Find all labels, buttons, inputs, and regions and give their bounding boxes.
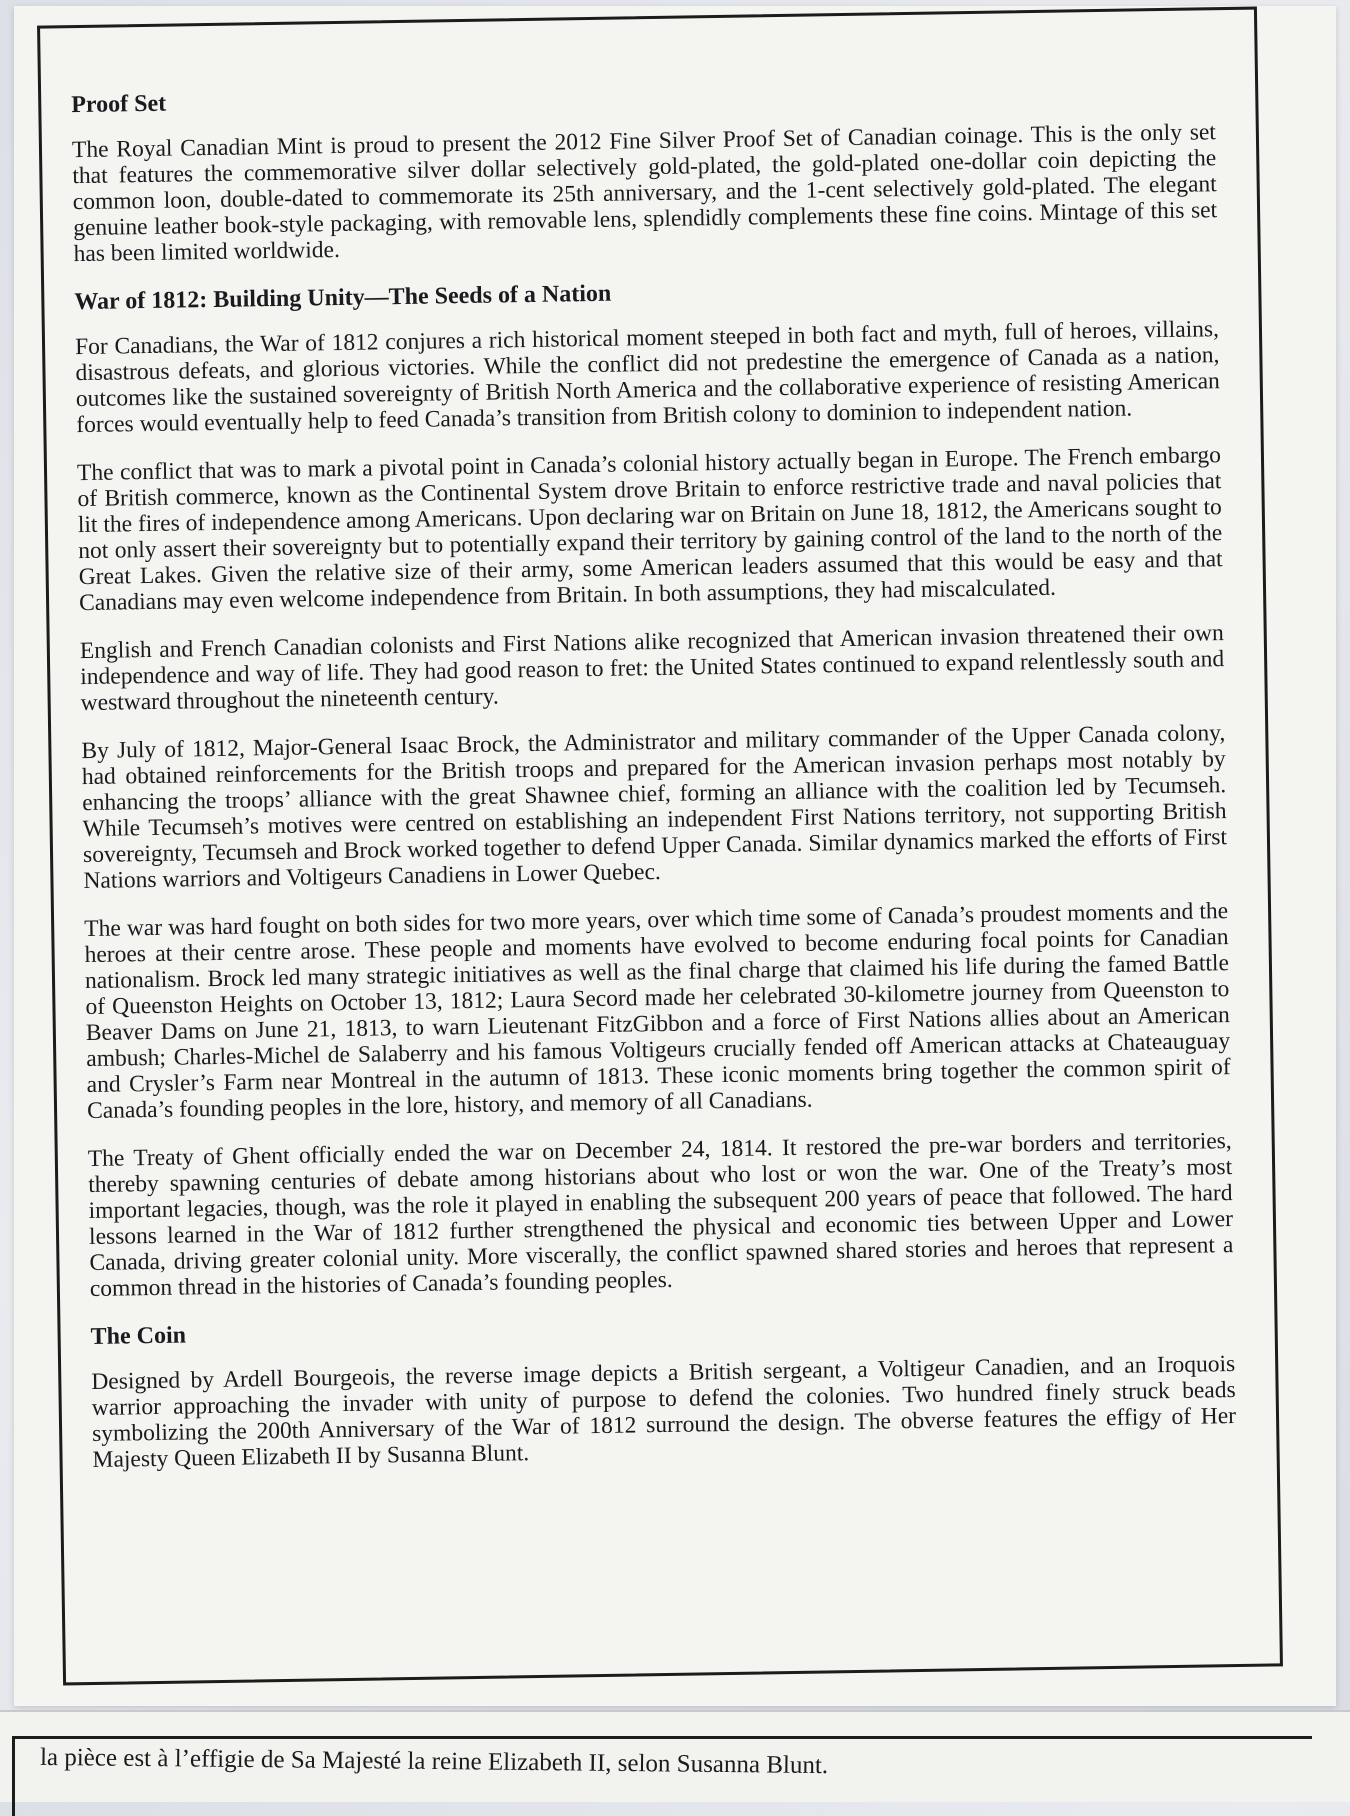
bordered-text-frame (37, 7, 1283, 1686)
heading-war-of-1812: War of 1812: Building Unity—The Seeds of a Nation (74, 280, 612, 316)
paragraph-brock-tecumseh: By July of 1812, Major-General Isaac Brock, the Administrator and military commander of the Upper Canada colony, had obtained reinforcements for the British troops and prepared for the American invasion perhaps most notably by enhancing the troops’ alliance with the great Shawnee chief, forming an alliance with the coalition led by Tecumseh. While Tecumseh’s motives were centred on establishing an independent First Nations territory, not supporting British sovereignty, Tecumseh and Brock worked together to defend Upper Canada. Similar dynamics marked the efforts of First Nations warriors and Voltigeurs Canadiens in Lower Quebec. (81, 720, 1228, 895)
paragraph-treaty-of-ghent: The Treaty of Ghent officially ended the war on December 24, 1814. It restored the pre-war borders and territories, thereby spawning centuries of debate among historians about who lost or won the war. One of the Treaty’s most important legacies, though, was the role it played in enabling the subsequent 200 years of peace that followed. The hard lessons learned in the War of 1812 further strengthened the physical and economic ties between Upper and Lower Canada, driving greater colonial unity. More viscerally, the conflict spawned shared stories and heroes that represent a common thread in the histories of Canada’s founding peoples. (87, 1128, 1234, 1303)
paragraph-war-origins: The conflict that was to mark a pivotal point in Canada’s colonial history actually began in Europe. The French embargo of British commerce, known as the Continental System drove Britain to enforce restrictive trade and naval policies that lit the fires of independence among Americans. Upon declaring war on Britain on June 18, 1812, the Americans sought to not only assert their sovereignty but to potentially expand their territory by gaining control of the land to the north of the Great Lakes. Given the relative size of their army, some American leaders assumed that this would be easy and that Canadians may even welcome independence from Britain. In both assumptions, they had miscalculated. (76, 442, 1223, 617)
paragraph-proof-set: The Royal Canadian Mint is proud to present the 2012 Fine Silver Proof Set of Canadian coinage. This is the only set that features the commemorative silver dollar selectively gold-plated, the gold-plated one-dollar coin depicting the common loon, double-dated to commemorate its 25th anniversary, and the 1-cent selectively gold-plated. The elegant genuine leather book-style packaging, with removable lens, splendidly complements these fine coins. Mintage of this set has been limited worldwide. (71, 119, 1218, 268)
paragraph-coin-design: Designed by Ardell Bourgeois, the reverse image depicts a British sergeant, a Voltigeur Canadien, and an Iroquois warrior approaching the invader with unity of purpose to defend the colonies. Two hundred finely struck beads symbolizing the 200th Anniversary of the War of 1812 surround the design. The obverse features the effigy of Her Majesty Queen Elizabeth II by Susanna Blunt. (91, 1351, 1237, 1473)
french-text-line: la pièce est à l’effigie de Sa Majesté la reine Elizabeth II, selon Susanna Blunt. (39, 1743, 829, 1780)
paragraph-heroes: The war was hard fought on both sides for two more years, over which time some of Canada’s proudest moments and the heroes at their centre arose. These people and moments have evolved to become enduring focal points for Canadian nationalism. Brock led many strategic initiatives as well as the final charge that claimed his life during the famed Battle of Queenston Heights on October 13, 1812; Laura Secord made her celebrated 30-kilometre journey from Queenston to Beaver Dams on June 21, 1813, to warn Lieutenant FitzGibbon and a force of First Nations allies about an American ambush; Charles-Michel de Salaberry and his famous Voltigeurs crucially fended off American attacks at Chateauguay and Crysler’s Farm near Montreal in the autumn of 1813. These iconic moments bring together the common spirit of Canada’s founding peoples in the lore, history, and memory of all Canadians. (84, 898, 1231, 1125)
proof-set-leaflet (14, 6, 1336, 1706)
paragraph-colonists: English and French Canadian colonists and First Nations alike recognized that American invasion threatened their own independence and way of life. They had good reason to fret: the United States continued to expand relentlessly south and westward throughout the nineteenth century. (79, 620, 1225, 717)
underlying-french-page (0, 1710, 1350, 1802)
paragraph-war-intro: For Canadians, the War of 1812 conjures a rich historical moment steeped in both fact and myth, full of heroes, villains, disastrous defeats, and glorious victories. While the conflict did not predestine the emergence of Canada as a nation, outcomes like the sustained sovereignty of British North America and the collaborative experience of resisting American forces would eventually help to feed Canada’s transition from British colony to dominion to independent nation. (74, 316, 1220, 439)
heading-proof-set: Proof Set (71, 90, 167, 119)
heading-the-coin: The Coin (90, 1322, 187, 1351)
